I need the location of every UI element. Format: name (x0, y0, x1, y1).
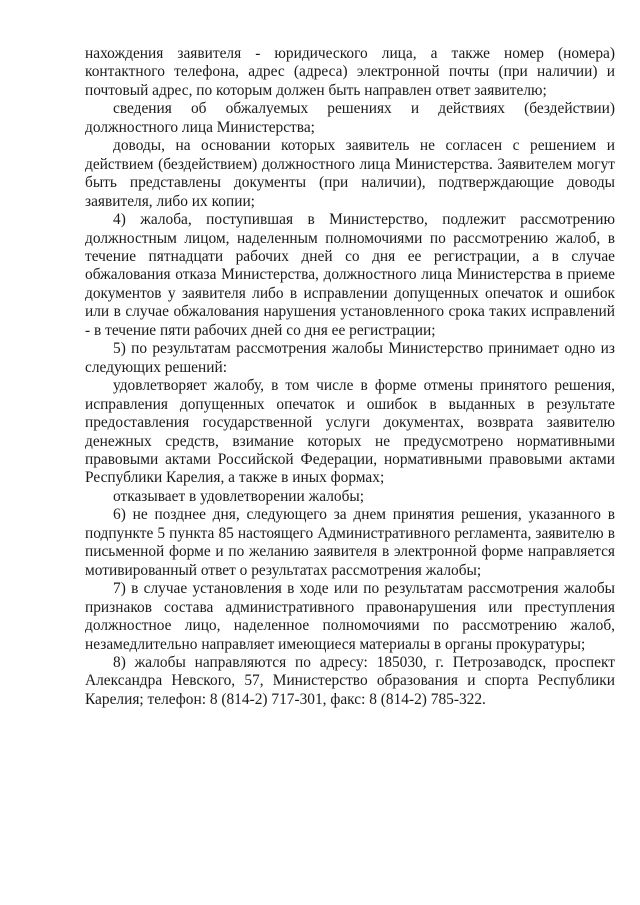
paragraph-refuses-complaint: отказывает в удовлетворении жалобы; (113, 487, 365, 505)
paragraph-item-7: 7) в случае установления в ходе или по результатам рассмотрения жалобы признаков состава административного правонарушения или преступления должностное лицо, наделенное полномочиями по рассмотрению жалоб, незамедлительно направляет имеющиеся материалы в органы прокуратуры; (85, 580, 615, 653)
paragraph-item-4: 4) жалоба, поступившая в Министерство, подлежит рассмотрению должностным лицом, наделенным полномочиями по рассмотрению жалоб, в течение пятнадцати рабочих дней со дня ее регистрации, а в случае обжалования отказа Министерства, должностного лица Министерства в приеме документов у заявителя либо в исправлении допущенных опечаток и ошибок или в случае обжалования нарушения установленного срока таких исправлений - в течение пяти рабочих дней со дня ее регистрации; (85, 211, 615, 339)
paragraph-item-5: 5) по результатам рассмотрения жалобы Министерство принимает одно из следующих решений: (85, 340, 615, 376)
paragraph-item-8: 8) жалобы направляются по адресу: 185030, г. Петрозаводск, проспект Александра Невского, 57, Министерство образования и спорта Республики Карелия; телефон: 8 (814-2) 717-301, факс: 8 (814-2) 785-322. (85, 653, 615, 708)
paragraph-arguments: доводы, на основании которых заявитель не согласен с решением и действием (бездействием) должностного лица Министерства. Заявителем могут быть представлены документы (при наличии), подтверждающие доводы заявителя, либо их копии; (85, 137, 615, 210)
paragraph-appealed-decisions: сведения об обжалуемых решениях и действиях (бездействии) должностного лица Министерства; (85, 100, 615, 136)
paragraph-satisfies-complaint: удовлетворяет жалобу, в том числе в форме отмены принятого решения, исправления допущенных опечаток и ошибок в выданных в результате предоставления государственной услуги документах, возврата заявителю денежных средств, взимание которых не предусмотрено нормативными правовыми актами Российской Федерации, нормативными правовыми актами Республики Карелия, а также в иных формах; (85, 377, 615, 487)
paragraph-applicant-contacts: нахождения заявителя - юридического лица, а также номер (номера) контактного телефона, адрес (адреса) электронной почты (при наличии) и почтовый адрес, по которым должен быть направлен ответ заявителю; (85, 45, 615, 99)
document-body (85, 45, 615, 709)
paragraph-item-6: 6) не позднее дня, следующего за днем принятия решения, указанного в подпункте 5 пункта 85 настоящего Административного регламента, заявителю в письменной форме и по желанию заявителя в электронной форме направляется мотивированный ответ о результатах рассмотрения жалобы; (85, 506, 615, 579)
